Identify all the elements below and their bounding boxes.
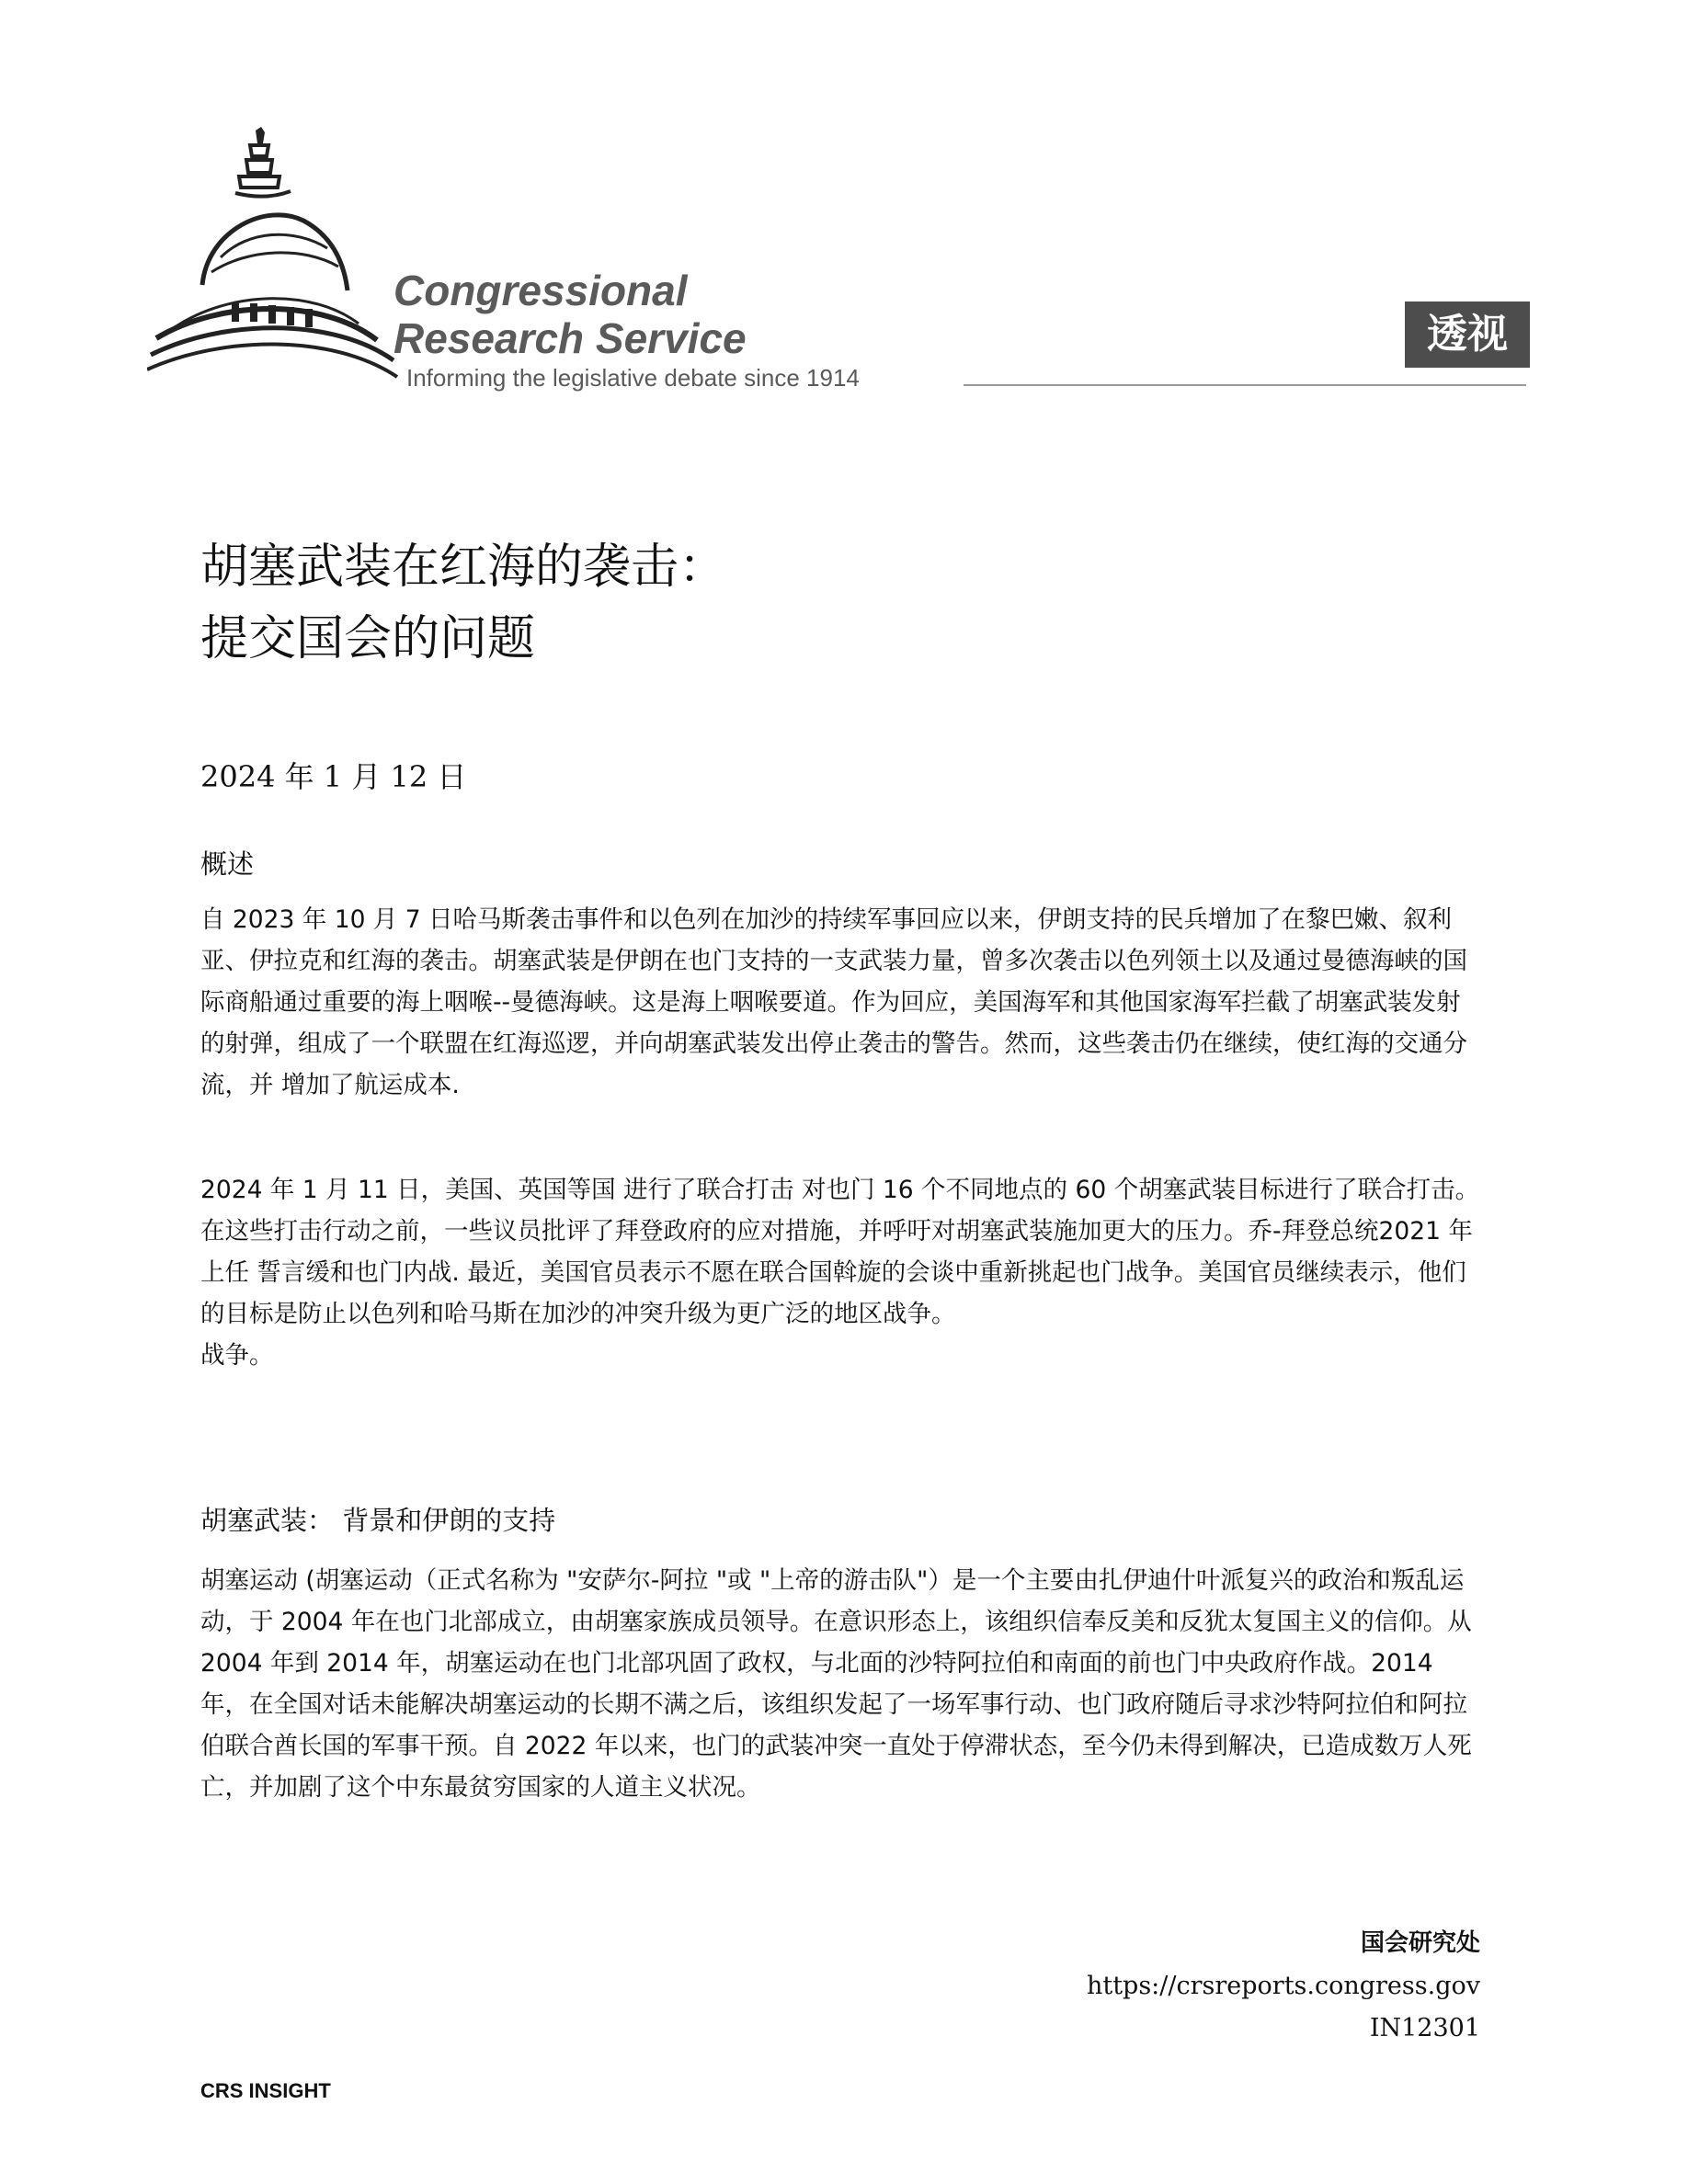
crs-logo xyxy=(147,119,975,395)
page-title xyxy=(200,531,726,675)
title-line-2: 提交国会的问题 xyxy=(200,611,536,666)
footer-info xyxy=(1087,1921,1480,2050)
series-label: CRS INSIGHT xyxy=(200,2079,331,2102)
insight-badge: 透视 xyxy=(1405,301,1530,368)
publication-date: 2024 年 1 月 12 日 xyxy=(200,759,467,794)
overview-paragraph-1 xyxy=(200,899,1484,1106)
background-paragraph xyxy=(200,1560,1484,1808)
footer-url[interactable]: https://crsreports.congress.gov xyxy=(1086,1972,1480,2000)
capitol-dome-icon xyxy=(147,119,423,395)
background-heading: 胡塞武装： 背景和伊朗的支持 xyxy=(200,1505,556,1536)
report-id: IN12301 xyxy=(1369,2014,1480,2042)
logo-tagline: Informing the legislative debate since 1914 xyxy=(406,364,860,392)
overview-text-1: 自 2023 年 10 月 7 日哈马斯袭击事件和以色列在加沙的持续军事回应以来，伊朗支持的民兵增加了在黎巴嫩、叙利亚、伊拉克和红海的袭击。胡塞武装是伊朗在也门支持的一支武装力量，曾多次袭击以色列领土以及通过曼德海峡的国际商船通过重要的海上咽喉--曼德海峡。这是海上咽喉要道。作为回应，美国海军和其他国家海军拦截了胡塞武装发射的射弹，组成了一个联盟在红海巡逻，并向胡塞武装发出停止袭击的警告。然而，这些袭击仍在继续，使红海的交通分流，并 增加了航运成本. xyxy=(200,905,1467,1099)
background-text: 胡塞运动 (胡塞运动（正式名称为 "安萨尔-阿拉 "或 "上帝的游击队"）是一个主要由扎伊迪什叶派复兴的政治和叛乱运动，于 2004 年在也门北部成立，由胡塞家族成员领导。在意识形态上，该组织信奉反美和反犹太复国主义的信仰。从 2004 年到 2014 年，胡塞运动在也门北部巩固了政权，与北面的沙特阿拉伯和南面的前也门中央政府作战。2014 年，在全国对话未能解决胡塞运动的长期不满之后，该组织发起了一场军事行动、也门政府随后寻求沙特阿拉伯和阿拉伯联合酋长国的军事干预。自 2022 年以来，也门的武装冲突一直处于停滞状态，至今仍未得到解决，已造成数万人死亡，并加剧了这个中东最贫穷国家的人道主义状况。 xyxy=(200,1566,1472,1802)
logo-line-2: Research Service xyxy=(393,314,747,362)
crs-wordmark xyxy=(393,267,747,362)
header-rule xyxy=(964,384,1526,386)
overview-text-2-tail: 战争。 xyxy=(200,1341,274,1370)
overview-text-2: 2024 年 1 月 11 日，美国、英国等国 进行了联合打击 对也门 16 个不同地点的 60 个胡塞武装目标进行了联合打击。在这些打击行动之前，一些议员批评了拜登政府的应对措施，并呼吁对胡塞武装施加更大的压力。乔-拜登总统2021 年上任 誓言缓和也门内战. 最近，美国官员表示不愿在联合国斡旋的会谈中重新挑起也门战争。美国官员继续表示，他们的目标是防止以色列和哈马斯在加沙的冲突升级为更广泛的地区战争。 xyxy=(200,1176,1480,1328)
overview-heading: 概述 xyxy=(200,848,255,880)
footer-org: 国会研究处 xyxy=(1360,1929,1480,1957)
overview-paragraph-2 xyxy=(200,1169,1484,1376)
title-line-1: 胡塞武装在红海的袭击： xyxy=(200,540,727,595)
logo-line-1: Congressional xyxy=(393,267,688,314)
